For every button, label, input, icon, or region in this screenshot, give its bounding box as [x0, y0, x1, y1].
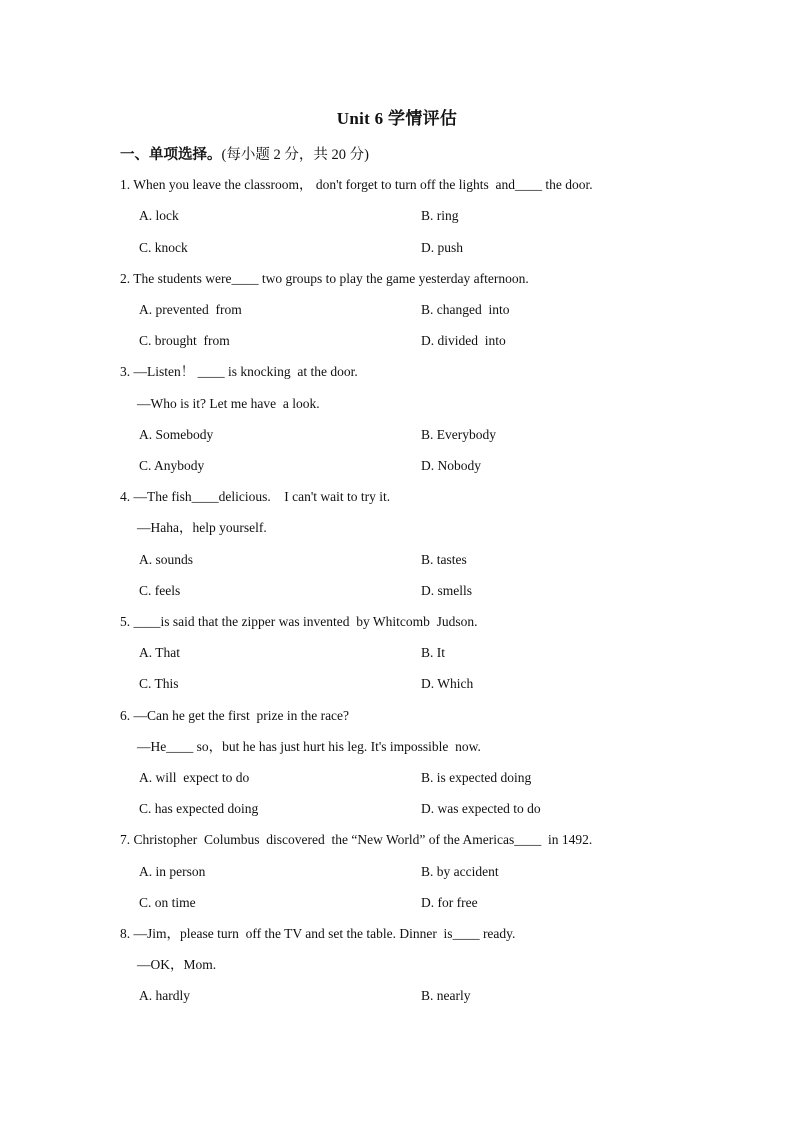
question-5-option-a: A. That [139, 645, 180, 660]
question-5-option-d: D. Which [421, 676, 474, 691]
question-4-option-b: B. tastes [421, 552, 467, 567]
question-3-reply: —Who is it? Let me have a look. [137, 396, 320, 411]
question-4-option-d: D. smells [421, 583, 473, 598]
section-heading [120, 143, 369, 164]
question-2-option-a: A. prevented from [139, 302, 242, 317]
question-7-option-c: C. on time [139, 895, 196, 910]
question-6-option-c: C. has expected doing [139, 801, 259, 816]
question-2-option-d: D. divided into [421, 333, 506, 348]
question-4-option-c: C. feels [139, 583, 181, 598]
question-5-option-b: B. It [421, 645, 446, 660]
question-5-option-c: C. This [139, 676, 179, 691]
question-7-stem: 7. Christopher Columbus discovered the “New World” of the Americas____ in 1492. [120, 832, 593, 847]
question-8-stem: 8. —Jim，please turn off the TV and set the table. Dinner is____ ready. [120, 926, 516, 941]
section-score-note: (每小题 2 分，共 20 分) [221, 147, 369, 163]
question-6-reply: —He____ so，but he has just hurt his leg. It's impossible now. [137, 739, 481, 754]
question-7-option-d: D. for free [421, 895, 478, 910]
question-8-reply: —OK，Mom. [137, 957, 217, 972]
question-5-stem: 5. ____is said that the zipper was invented by Whitcomb Judson. [120, 614, 478, 629]
question-8-option-b: B. nearly [421, 988, 471, 1003]
question-2-option-b: B. changed into [421, 302, 510, 317]
page-title: Unit 6 学情评估 [336, 109, 458, 128]
question-1-option-d: D. push [421, 240, 464, 255]
question-8-option-a: A. hardly [139, 988, 190, 1003]
question-6-stem: 6. —Can he get the first prize in the race? [120, 708, 350, 723]
question-1-option-a: A. lock [139, 208, 179, 223]
question-2-option-c: C. brought from [139, 333, 230, 348]
question-7-option-a: A. in person [139, 864, 206, 879]
question-3-option-c: C. Anybody [139, 458, 205, 473]
question-2-stem: 2. The students were____ two groups to play the game yesterday afternoon. [120, 271, 529, 286]
question-1-option-c: C. knock [139, 240, 188, 255]
question-6-option-d: D. was expected to do [421, 801, 541, 816]
question-6-option-a: A. will expect to do [139, 770, 250, 785]
question-4-reply: —Haha，help yourself. [137, 520, 267, 535]
section-heading-label: 一、单项选择。 [120, 147, 222, 163]
question-4-option-a: A. sounds [139, 552, 194, 567]
question-4-stem: 4. —The fish____delicious. I can't wait to try it. [120, 489, 391, 504]
question-3-stem: 3. —Listen！ ____ is knocking at the door. [120, 364, 358, 379]
question-6-option-b: B. is expected doing [421, 770, 532, 785]
question-1-stem: 1. When you leave the classroom， don't forget to turn off the lights and____ the door. [120, 177, 593, 192]
question-1-option-b: B. ring [421, 208, 459, 223]
question-3-option-b: B. Everybody [421, 427, 496, 442]
question-3-option-d: D. Nobody [421, 458, 481, 473]
question-3-option-a: A. Somebody [139, 427, 214, 442]
question-7-option-b: B. by accident [421, 864, 499, 879]
